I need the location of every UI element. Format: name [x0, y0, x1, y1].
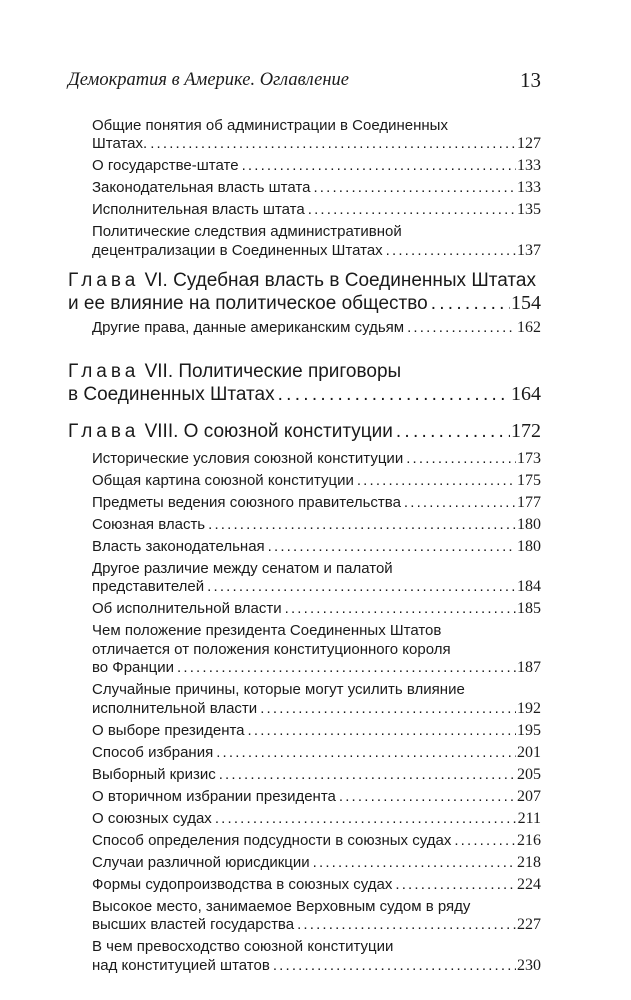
toc-section-entry [92, 223, 541, 260]
entry-page-number: 135 [517, 201, 541, 218]
entry-line [92, 957, 541, 976]
entry-title-text: Способ избрания [92, 743, 214, 761]
entry-title-text: в Соединенных Штатах [68, 383, 275, 405]
entry-page-number: 173 [517, 449, 541, 467]
toc-section-entry [92, 744, 541, 763]
entry-title-text: Штатах. [92, 135, 148, 152]
toc-chapter-entry [68, 269, 541, 315]
entry-title-text: Случайные причины, которые могут усилить влияние [92, 681, 465, 698]
entry-page-number: 205 [517, 765, 541, 783]
entry-line [92, 450, 541, 469]
running-title: Демократия в Америке. Оглавление [68, 70, 349, 90]
entry-title-text: высших властей государства [92, 916, 295, 933]
entry-title-text: О государстве-штате [92, 157, 239, 174]
entry-line [92, 700, 541, 719]
entry-page-number: 185 [517, 600, 541, 617]
entry-title-text: Чем положение президента Соединенных Штатов [92, 622, 442, 639]
dot-leader [395, 876, 516, 895]
entry-page-number: 180 [517, 515, 541, 533]
toc-section-entry [92, 494, 541, 513]
toc-chapter-entry [68, 360, 541, 406]
entry-page-number: 154 [511, 292, 541, 314]
toc-section-entry [92, 201, 541, 220]
entry-title-text: VIII. О союзной конституции [144, 420, 393, 442]
entry-line [92, 578, 541, 597]
dot-leader [208, 516, 516, 535]
toc-section-entry [92, 117, 541, 154]
entry-line [68, 292, 541, 315]
dot-leader [313, 854, 516, 873]
dot-leader [404, 494, 516, 513]
entry-title-text: Формы судопроизводства в союзных судах [92, 875, 393, 893]
entry-title-text: Высокое место, занимаемое Верховным судом в ряду [92, 897, 471, 915]
toc-section-entry [92, 622, 541, 678]
dot-leader [207, 578, 516, 597]
dot-leader [308, 201, 516, 220]
entry-page-number: 127 [517, 135, 541, 152]
entry-page-number: 192 [517, 699, 541, 717]
dot-leader [406, 450, 516, 469]
entry-line [92, 560, 541, 579]
dot-leader [431, 292, 510, 315]
entry-page-number: 227 [517, 916, 541, 933]
dot-leader [216, 744, 516, 763]
entry-page-number: 187 [517, 659, 541, 676]
dot-leader [278, 383, 510, 406]
entry-line [92, 681, 541, 700]
toc-section-entry [92, 472, 541, 491]
entry-title-text: Политические следствия административной [92, 223, 402, 240]
dot-leader [150, 135, 516, 154]
dot-leader [386, 242, 516, 261]
entry-title-text: О союзных судах [92, 809, 212, 827]
chapter-label: Глава [68, 360, 140, 382]
dot-leader [407, 319, 516, 338]
entry-line [92, 117, 541, 136]
entry-line [92, 766, 541, 785]
entry-title-text: О вторичном избрании президента [92, 787, 336, 805]
toc-section-entry [92, 600, 541, 619]
entry-line [92, 641, 541, 660]
entry-page-number: 216 [517, 831, 541, 849]
entry-line [92, 938, 541, 957]
entry-title-text: Выборный кризис [92, 765, 216, 783]
toc-section-entry [92, 681, 541, 718]
entry-title-text: во Франции [92, 659, 175, 676]
toc-section-entry [92, 157, 541, 176]
entry-page-number: 162 [517, 319, 541, 336]
entry-page-number: 180 [517, 537, 541, 555]
dot-leader [339, 788, 516, 807]
toc-section-entry [92, 788, 541, 807]
entry-line [92, 854, 541, 873]
entry-title-text: VI. Судебная власть в Соединенных Штатах [144, 270, 536, 291]
entry-page-number: 175 [517, 471, 541, 489]
toc-section-entry [92, 876, 541, 895]
entry-line [92, 538, 541, 557]
toc-section-entry [92, 938, 541, 975]
entry-line [92, 876, 541, 895]
entry-title-text: и ее влияние на политическое общество [68, 293, 428, 314]
entry-page-number: 211 [517, 809, 541, 827]
entry-line [92, 832, 541, 851]
entry-line [92, 494, 541, 513]
entry-line [68, 360, 541, 383]
toc-section-entry [92, 450, 541, 469]
entry-title-text: представителей [92, 578, 205, 595]
entry-page-number: 172 [511, 419, 541, 442]
dot-leader [396, 420, 510, 443]
entry-title-text: Общие понятия об администрации в Соединенных [92, 116, 448, 134]
entry-title-text: Другие права, данные американским судьям [92, 319, 405, 336]
dot-leader [215, 810, 517, 829]
entry-title-text: Исполнительная власть штата [92, 201, 305, 218]
entry-line [68, 420, 541, 443]
entry-line [92, 242, 541, 261]
entry-title-text: Способ определения подсудности в союзных судах [92, 831, 452, 849]
entry-title-text: VII. Политические приговоры [144, 360, 402, 382]
dot-leader [248, 722, 516, 741]
entry-line [92, 898, 541, 917]
entry-page-number: 218 [517, 853, 541, 871]
dot-leader [313, 179, 516, 198]
toc-section-entry [92, 898, 541, 935]
table-of-contents [68, 113, 541, 975]
toc-section-entry [92, 538, 541, 557]
toc-section-entry [92, 179, 541, 198]
dot-leader [242, 157, 516, 176]
toc-section-entry [92, 319, 541, 338]
entry-line [92, 179, 541, 198]
toc-section-entry [92, 810, 541, 829]
dot-leader [357, 472, 516, 491]
entry-line [68, 383, 541, 406]
entry-line [92, 135, 541, 154]
entry-title-text: Исторические условия союзной конституции [92, 449, 404, 467]
entry-line [92, 722, 541, 741]
chapter-label: Глава [68, 420, 140, 442]
dot-leader [297, 916, 516, 935]
entry-page-number: 224 [517, 875, 541, 893]
entry-line [92, 788, 541, 807]
entry-page-number: 184 [517, 578, 541, 595]
entry-title-text: Законодательная власть штата [92, 179, 311, 196]
entry-title-text: над конституцией штатов [92, 956, 270, 974]
toc-section-entry [92, 832, 541, 851]
entry-page-number: 137 [517, 241, 541, 259]
entry-title-text: отличается от положения конституционного короля [92, 640, 451, 658]
entry-line [92, 516, 541, 535]
entry-page-number: 164 [511, 382, 541, 405]
running-header [68, 68, 541, 94]
toc-section-entry [92, 722, 541, 741]
entry-title-text: Предметы ведения союзного правительства [92, 493, 401, 511]
entry-title-text: Случаи различной юрисдикции [92, 853, 310, 871]
chapter-label: Глава [68, 270, 140, 291]
dot-leader [454, 832, 516, 851]
entry-line [92, 744, 541, 763]
dot-leader [177, 659, 516, 678]
entry-page-number: 133 [517, 179, 541, 196]
dot-leader [273, 957, 516, 976]
toc-chapter-entry [68, 420, 541, 443]
entry-title-text: Союзная власть [92, 515, 206, 533]
entry-line [92, 472, 541, 491]
toc-section-entry [92, 766, 541, 785]
entry-page-number: 230 [517, 956, 541, 974]
entry-line [92, 600, 541, 619]
dot-leader [260, 700, 516, 719]
entry-page-number: 207 [517, 787, 541, 805]
toc-section-entry [92, 854, 541, 873]
entry-line [92, 916, 541, 935]
entry-line [68, 269, 541, 292]
toc-section-entry [92, 516, 541, 535]
entry-page-number: 177 [517, 493, 541, 511]
entry-line [92, 319, 541, 338]
dot-leader [285, 600, 516, 619]
entry-title-text: О выборе президента [92, 721, 245, 739]
page-number: 13 [520, 68, 541, 92]
entry-page-number: 195 [517, 721, 541, 739]
entry-page-number: 133 [517, 157, 541, 174]
entry-line [92, 810, 541, 829]
dot-leader [219, 766, 516, 785]
entry-title-text: Об исполнительной власти [92, 600, 282, 617]
entry-line [92, 201, 541, 220]
entry-line [92, 659, 541, 678]
entry-line [92, 223, 541, 242]
entry-title-text: децентрализации в Соединенных Штатах [92, 241, 383, 259]
toc-section-entry [92, 560, 541, 597]
entry-line [92, 622, 541, 641]
entry-title-text: В чем превосходство союзной конституции [92, 938, 394, 955]
entry-title-text: Другое различие между сенатом и палатой [92, 559, 393, 577]
entry-title-text: Общая картина союзной конституции [92, 471, 354, 489]
entry-title-text: Власть законодательная [92, 537, 265, 555]
entry-line [92, 157, 541, 176]
entry-page-number: 201 [517, 743, 541, 761]
entry-title-text: исполнительной власти [92, 699, 258, 717]
dot-leader [268, 538, 516, 557]
